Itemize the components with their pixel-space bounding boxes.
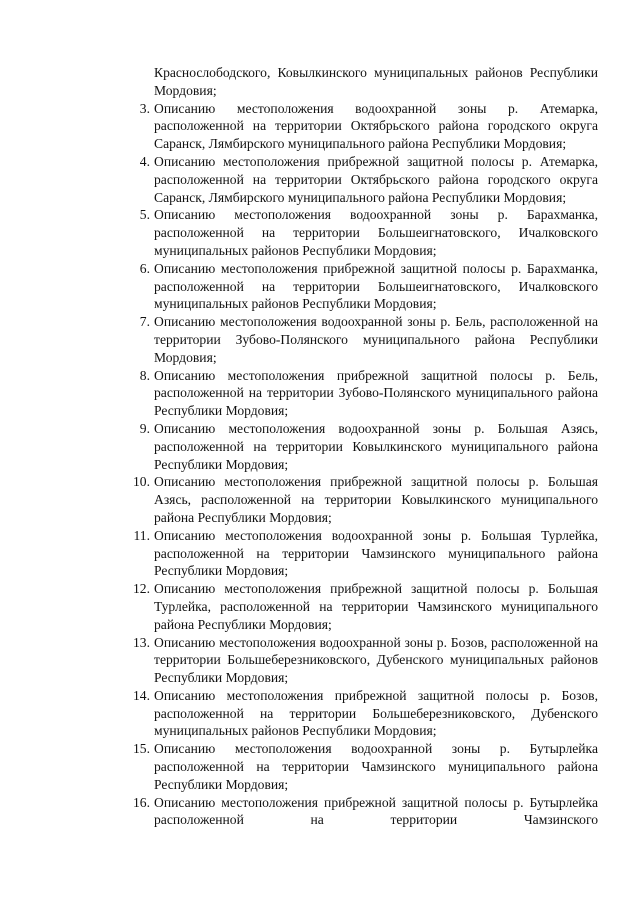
item-text: Описанию местоположения прибрежной защитной полосы р. Бель, расположенной на территории Зубово-Полянского муниципального района Республики Мордовия; (154, 367, 598, 419)
item-number: 15. (133, 741, 150, 757)
item-text: Описанию местоположения водоохранной зоны р. Бозов, расположенной на территории Большеберезниковского, Дубенского муниципальных районов Республики Мордовия; (154, 634, 598, 686)
continuation-text: Краснослободского, Ковылкинского муниципальных районов Республики Мордовия; (154, 65, 598, 98)
item-number: 11. (133, 527, 150, 543)
item-number: 9. (139, 420, 150, 436)
list-item (100, 420, 598, 473)
list-item (100, 260, 598, 313)
item-text: Описанию местоположения прибрежной защитной полосы р. Большая Турлейка, расположенной на территории Чамзинского муниципального района Республики Мордовия; (154, 581, 598, 632)
list-item (100, 367, 598, 420)
list-item (100, 313, 598, 366)
list-item (100, 634, 598, 687)
item-text: Описанию местоположения водоохранной зоны р. Атемарка, расположенной на территории Октябрьского района городского округа Саранск, Лямбирского муниципального района Республики Мордовия; (154, 100, 598, 152)
item-text: Описанию местоположения водоохранной зоны р. Бель, расположенной на территории Зубово-Полянского муниципального района Республики Мордовия; (154, 314, 598, 365)
list-item (100, 527, 598, 580)
item-number: 16. (133, 794, 150, 810)
item-text: Описанию местоположения прибрежной защитной полосы р. Бозов, расположенной на территории Большеберезниковского, Дубенского муниципальных районов Республики Мордовия; (154, 687, 598, 739)
list-item (100, 206, 598, 259)
item-number: 14. (133, 687, 150, 703)
item-number: 13. (133, 634, 150, 650)
item-text: Описанию местоположения водоохранной зоны р. Большая Азясь, расположенной на территории Ковылкинского муниципального района Республики Мордовия; (154, 420, 598, 472)
item-number: 4. (139, 153, 150, 169)
item-number: 8. (139, 367, 150, 383)
list-item (100, 473, 598, 526)
list-item (100, 100, 598, 153)
list-item (100, 580, 598, 633)
list-item (100, 153, 598, 206)
document-body (100, 64, 598, 829)
item-text: Описанию местоположения прибрежной защитной полосы р. Большая Азясь, расположенной на территории Ковылкинского муниципального района Республики Мордовия; (154, 474, 598, 525)
list-item (100, 687, 598, 740)
item-text: Описанию местоположения водоохранной зоны р. Бутырлейка расположенной на территории Чамзинского муниципального района Республики Мордовия; (154, 741, 598, 792)
item-number: 6. (139, 260, 150, 276)
item-text: Описанию местоположения прибрежной защитной полосы р. Атемарка, расположенной на территории Октябрьского района городского округа Саранск, Лямбирского муниципального района Республики Мордовия; (154, 153, 598, 205)
item-text: Описанию местоположения прибрежной защитной полосы р. Бутырлейка расположенной на территории Чамзинского (154, 794, 598, 828)
list-item (100, 794, 598, 830)
item-number: 10. (133, 474, 150, 490)
item-text: Описанию местоположения прибрежной защитной полосы р. Барахманка, расположенной на территории Большеигнатовского, Ичалковского муниципальных районов Республики Мордовия; (154, 260, 598, 312)
item-text: Описанию местоположения водоохранной зоны р. Барахманка, расположенной на территории Большеигнатовского, Ичалковского муниципальных районов Республики Мордовия; (154, 207, 598, 258)
item-number: 3. (139, 100, 150, 116)
item-text: Описанию местоположения водоохранной зоны р. Большая Турлейка, расположенной на территории Чамзинского муниципального района Республики Мордовия; (154, 527, 598, 579)
item-number: 5. (139, 207, 150, 223)
item-number: 7. (139, 314, 150, 330)
list-item (100, 740, 598, 793)
item-number: 12. (133, 581, 150, 597)
